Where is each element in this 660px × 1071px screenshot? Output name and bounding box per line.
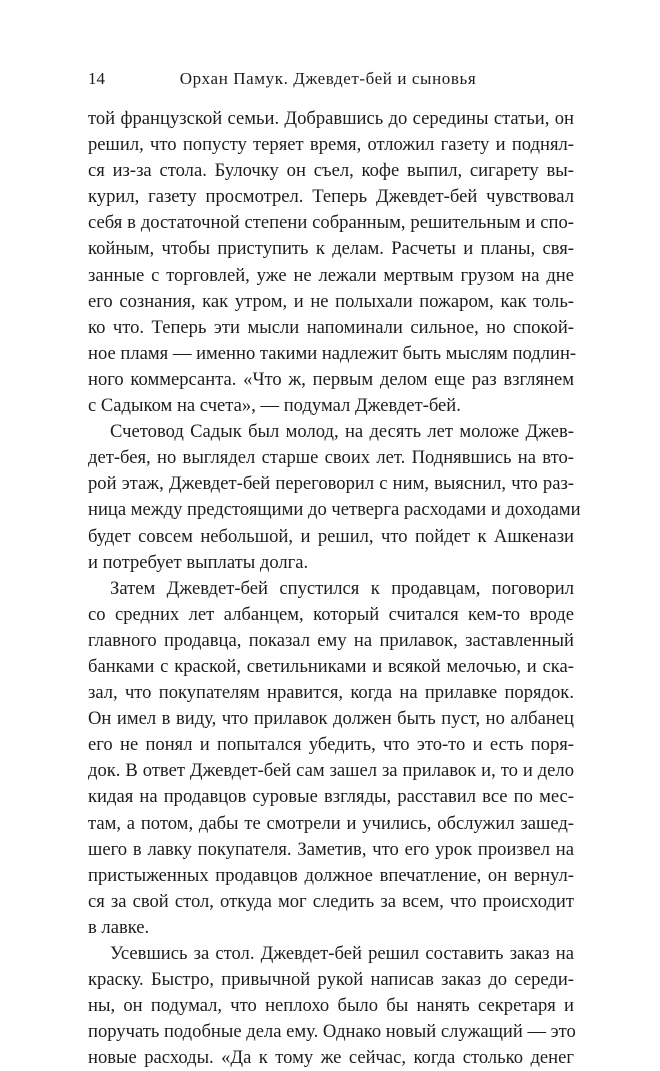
text-line: ница между предстоящими до четверга расходами и доходами xyxy=(88,499,581,521)
text-line: ное пламя — именно такими надлежит быть мыслям подлин- xyxy=(88,342,577,364)
text-line: ного коммерсанта. «Что ж, первым делом еще раз взглянем xyxy=(88,368,574,390)
running-title: Орхан Памук. Джевдет-бей и сыновья xyxy=(179,69,477,88)
text-line: Усевшись за стол. Джевдет-бей решил составить заказ на xyxy=(110,943,574,964)
text-line: Счетовод Садык был молод, на десять лет моложе Джев- xyxy=(110,421,574,443)
text-line: новые расходы. «Да к тому же сейчас, когда столько денег xyxy=(88,1047,574,1069)
text-line: ко что. Теперь эти мысли напоминали сильное, но спокой- xyxy=(88,316,574,338)
text-line: со средних лет албанцем, который считался кем-то вроде xyxy=(88,603,574,625)
text-line: в лавке. xyxy=(88,916,150,938)
text-line: Он имел в виду, что прилавок должен быть пуст, но албанец xyxy=(88,708,574,730)
text-line: ся за свой стол, откуда мог следить за всем, что происходит xyxy=(88,890,574,912)
text-line: поручать подобные дела ему. Однако новый служащий — это xyxy=(88,1021,576,1043)
text-line: док. В ответ Джевдет-бей сам зашел за прилавок и, то и дело xyxy=(88,760,574,782)
text-line: и потребует выплаты долга. xyxy=(88,551,309,573)
paragraph xyxy=(88,419,581,576)
text-line: той французской семьи. Добравшись до середины статьи, он xyxy=(88,108,574,129)
running-header xyxy=(88,68,574,90)
text-line: дет-бея, но выглядел старше своих лет. Поднявшись на вто- xyxy=(88,447,574,469)
text-line: краску. Быстро, привычной рукой написав заказ до середи- xyxy=(88,969,574,991)
paragraph xyxy=(88,106,577,419)
text-line: пристыженных продавцов должное впечатление, он вернул- xyxy=(88,864,574,886)
text-line: рой этаж, Джевдет-бей переговорил с ним, выяснил, что раз- xyxy=(88,473,574,495)
text-line: курил, газету просмотрел. Теперь Джевдет-бей чувствовал xyxy=(88,186,574,208)
paragraph xyxy=(88,941,574,1071)
text-line: с Садыком на счета», — подумал Джевдет-бей. xyxy=(88,395,461,417)
text-line: решил, что попусту теряет время, отложил газету и поднял- xyxy=(88,134,574,156)
text-line: себя в достаточной степени собранным, решительным и спо- xyxy=(88,212,574,234)
text-line: занные с торговлей, уже не лежали мертвым грузом на дне xyxy=(88,264,574,286)
text-line: его не понял и попытался убедить, что это-то и есть поря- xyxy=(88,734,574,756)
text-line: койным, чтобы приступить к делам. Расчеты и планы, свя- xyxy=(88,238,574,260)
text-line: главного продавца, показал ему на прилавок, заставленный xyxy=(88,629,574,651)
text-line: шего в лавку покупателя. Заметив, что его урок произвел на xyxy=(88,838,574,860)
text-line: кидая на продавцов суровые взгляды, расставил все по мес- xyxy=(88,786,574,808)
paragraph xyxy=(88,576,574,941)
text-line: ся из-за стола. Булочку он съел, кофе выпил, сигарету вы- xyxy=(88,160,574,182)
text-line: там, а потом, дабы те смотрели и учились, обслужил зашед- xyxy=(88,812,574,834)
text-line: будет совсем небольшой, и решил, что пойдет к Ашкенази xyxy=(88,525,574,547)
text-line: банками с краской, светильниками и всякой мелочью, и ска- xyxy=(88,655,574,677)
text-line: Затем Джевдет-бей спустился к продавцам, поговорил xyxy=(110,577,574,599)
body-text xyxy=(88,106,581,1071)
page-number: 14 xyxy=(88,69,105,88)
text-line: ны, он подумал, что неплохо было бы нанять секретаря и xyxy=(88,995,574,1017)
text-line: его сознания, как утром, и не полыхали пожаром, как толь- xyxy=(88,290,574,312)
text-line: зал, что покупателям нравится, когда на прилавке порядок. xyxy=(88,682,574,704)
